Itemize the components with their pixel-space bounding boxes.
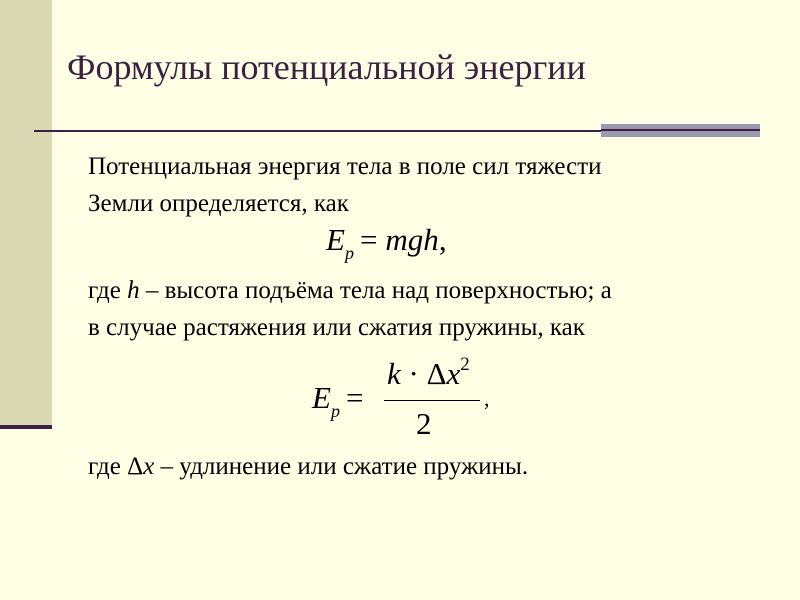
formula-gravity [326,222,447,263]
numerator-power: 2 [460,354,470,375]
fraction-bar [384,400,480,401]
formula-spring-numerator [387,356,470,392]
paragraph-spring-rest: – высота подъёма тела над поверхностью; а [139,277,612,304]
paragraph-extension-rest: – удлинение или сжатие пружины. [154,453,529,480]
symbol-h: h [127,277,140,304]
paragraph-spring-prefix: где [88,277,128,304]
paragraph-extension [88,448,528,485]
formula-gravity-rhs: mgh [385,222,439,257]
symbol-x: x [143,453,155,480]
paragraph-extension-prefix: где [88,453,128,480]
side-band [0,0,52,426]
side-dash [0,425,52,429]
numerator-delta: Δ [426,356,447,391]
formula-gravity-comma: , [438,222,447,257]
paragraph-gravity [88,148,602,222]
accent-bar [601,124,760,137]
numerator-dot: · [400,356,427,391]
symbol-delta: Δ [127,453,144,480]
slide-title: Формулы потенциальной энергии [67,47,586,87]
formula-gravity-equals: = [359,222,378,257]
formula-spring-equals: = [345,380,364,415]
numerator-k: k [387,356,401,391]
formula-spring [312,352,512,442]
formula-spring-lhs-base: E [312,380,331,415]
formula-gravity-lhs: E [326,222,345,257]
paragraph-gravity-line2: Земли определяется, как [88,190,349,217]
formula-spring-denominator: 2 [416,406,432,441]
paragraph-gravity-line1: Потенциальная энергия тела в поле сил тяжести [88,153,602,180]
paragraph-spring [88,272,612,346]
formula-spring-comma: , [484,386,490,411]
formula-spring-subscript: p [330,401,340,421]
formula-spring-lhs [312,380,371,421]
numerator-x: x [446,356,461,391]
formula-gravity-subscript: p [344,243,354,263]
paragraph-spring-line1 [88,272,612,309]
paragraph-spring-line2: в случае растяжения или сжатия пружины, как [88,314,585,341]
